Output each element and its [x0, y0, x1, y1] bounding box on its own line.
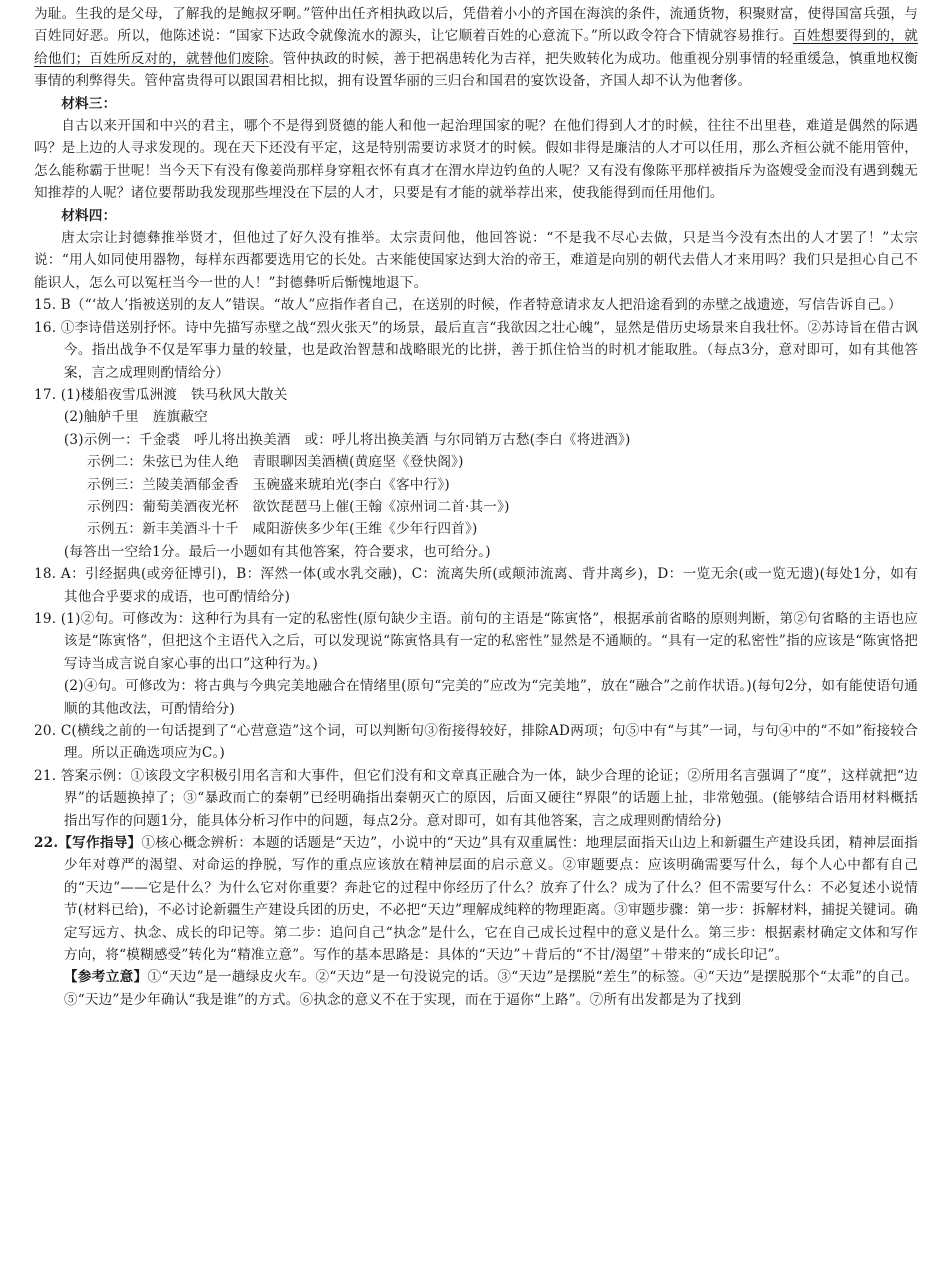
- answer-17-part1: 17. (1)楼船夜雪瓜洲渡 铁马秋风大散关: [34, 386, 288, 403]
- answer-18: 18. A：引经据典(或旁征博引)，B：浑然一体(或水乳交融)，C：流离失所(或颠沛流离、背井离乡)，D：一览无余(或一览无遗)(每处1分，如有其他合乎要求的成语，也可酌情给分): [34, 566, 918, 605]
- answer-17-part3: (3)示例一：千金裘 呼儿将出换美酒 或：呼儿将出换美酒 与尔同销万古愁(李白《将进酒》): [63, 431, 631, 448]
- material-four-heading: 材料四：: [61, 207, 117, 224]
- answer-17-example2: 示例二：朱弦已为佳人绝 青眼聊因美酒横(黄庭坚《登快阁》): [87, 454, 464, 471]
- answer-20: 20. C(横线之前的一句话提到了“心营意造”这个词，可以判断句③衔接得较好，排除AD两项；句⑤中有“与其”一词，与句④中的“不如”衔接较合理。所以正确选项应为C。): [34, 723, 918, 762]
- material-three-heading: 材料三：: [61, 95, 117, 112]
- answer-17-example5: 示例五：新丰美酒斗十千 咸阳游侠多少年(王维《少年行四首》): [87, 521, 478, 538]
- material-two-text-a: 为耻。生我的是父母，了解我的是鲍叔牙啊。”管仲出任齐相执政以后，凭借着小小的齐国在海滨的条件，流通货物，积聚财富，使得国富兵强，与百姓同好恶。所以，他陈述说：“国家下达政令就像流水的源头，让它顺着百姓的心意流下。”所以政令符合下情就容易推行。: [34, 6, 918, 45]
- answer-17-note: (每答出一空给1分。最后一小题如有其他答案，符合要求，也可给分。): [63, 543, 491, 560]
- material-two-underlined: 百姓想要得到的，就给他们；百姓所反对的，就替他们废除: [34, 28, 918, 67]
- material-two-text-b: 。管仲执政的时候，善于把祸患转化为吉祥，把失败转化为成功。他重视分别事情的轻重缓急，慎重地权衡事情的利弊得失。管仲富贵得可以跟国君相比拟，拥有设置华丽的三归台和国君的宴饮设备，齐国人却不认为他奢侈。: [34, 50, 918, 90]
- answer-page: [34, 3, 918, 1011]
- answer-22: [34, 832, 918, 966]
- answer-19-part1: 19. (1)②句。可修改为：这种行为具有一定的私密性(原句缺少主语。前句的主语是“陈寅恪”，根据承前省略的原则判断，第②句省略的主语也应该是“陈寅恪”，但把这个主语代入之后，可以发现说“陈寅恪具有一定的私密性”显然是不通顺的。“具有一定的私密性”指的应该是“陈寅恪把写诗当成言说自家心事的出口”这种行为。): [34, 610, 918, 672]
- reference-ideas-tag: 【参考立意】: [63, 969, 148, 986]
- answer-17-example3: 示例三：兰陵美酒郁金香 玉碗盛来琥珀光(李白《客中行》): [87, 476, 450, 493]
- answer-15: 15. B（“‘故人’指被送别的友人”错误。“故人”应指作者自己，在送别的时候，作者特意请求友人把沿途看到的赤壁之战遗迹，写信告诉自己。）: [34, 297, 902, 314]
- answer-22-tag: 22.【写作指导】: [34, 835, 142, 852]
- answer-21: 21. 答案示例：①该段文字积极引用名言和大事件，但它们没有和文章真正融合为一体，缺少合理的论证；②所用名言强调了“度”，这样就把“边界”的话题换掉了；③“暴政而亡的秦朝”已经明确指出秦朝灭亡的原因，后面又硬往“界限”的话题上扯，非常勉强。(能够结合语用材料概括指出写作的问题1分，能具体分析习作中的问题，每点2分。意对即可，如有其他答案，言之成理则酌情给分): [34, 767, 918, 829]
- material-four-text: 唐太宗让封德彝推举贤才，但他过了好久没有推举。太宗责问他，他回答说：“不是我不尽心去做，只是当今没有杰出的人才罢了！”太宗说：“用人如同使用器物，每样东西都要选用它的长处。古来能使国家达到大治的帝王，难道是向别的朝代去借人才来用吗？我们只是担心自己不能识人，怎么可以冤枉当今一世的人！”封德彝听后惭愧地退下。: [34, 230, 918, 291]
- answer-16: 16. ①李诗借送别抒怀。诗中先描写赤壁之战“烈火张天”的场景，最后直言“我欲因之壮心魄”，显然是借历史场景来自我壮怀。②苏诗旨在借古讽今。指出战争不仅是军事力量的较量，也是政治智慧和战略眼光的比拼，善于抓住恰当的时机才能取胜。（每点3分，意对即可，如有其他答案，言之成理则酌情给分）: [34, 319, 918, 381]
- answer-17-example4: 示例四：葡萄美酒夜光杯 欲饮琵琶马上催(王翰《凉州词二首·其一》): [87, 498, 510, 515]
- reference-ideas: [34, 966, 918, 1011]
- answer-19-part2: (2)④句。可修改为：将古典与今典完美地融合在情绪里(原句“完美的”应改为“完美地”，放在“融合”之前作状语。)(每句2分，如有能使语句通顺的其他改法，可酌情给分): [63, 678, 918, 717]
- answer-17-part2: (2)舳舻千里 旌旗蔽空: [63, 409, 208, 426]
- answer-22-text: ①核心概念辨析：本题的话题是“天边”，小说中的“天边”具有双重属性：地理层面指天山边上和新疆生产建设兵团，精神层面指少年对尊严的渴望、对命运的挣脱，写作的重点应该放在精神层面的启示意义。②审题要点：应该明确需要写什么，每个人心中都有自己的“天边”——它是什么？为什么它对你重要？奔赴它的过程中你经历了什么？放弃了什么？成为了什么？但不需要写什么：不必复述小说情节(材料已给)，不必讨论新疆生产建设兵团的历史，不必把“天边”理解成纯粹的物理距离。③审题步骤：第一步：拆解材料，捕捉关键词。确定写远方、执念、成长的印记等。第二步：追问自己“执念”是什么，它在自己成长过程中的意义是什么。第三步：根据素材确定文体和写作方向，将“模糊感受”转化为“精准立意”。写作的基本思路是：具体的“天边”＋背后的“不甘/渴望”＋带来的“成长印记”。: [63, 835, 918, 964]
- material-three-text: 自古以来开国和中兴的君主，哪个不是得到贤德的能人和他一起治理国家的呢？在他们得到人才的时候，往往不出里巷，难道是偶然的际遇吗？是上边的人寻求发现的。现在天下还没有平定，这是特别需要访求贤才的时候。假如非得是廉洁的人才可以任用，那么齐桓公就不能用管仲，怎么能称霸于世呢！当今天下有没有像姜尚那样身穿粗衣怀有真才在渭水岸边钓鱼的人呢？又有没有像陈平那样被指斥为盗嫂受金而没有遇到魏无知推荐的人呢？诸位要帮助我发现那些埋没在下层的人才，只要是有才能的就举荐出来，使我能得到而任用他们。: [34, 118, 918, 202]
- reference-ideas-text: ①“天边”是一趟绿皮火车。②“天边”是一句没说完的话。③“天边”是摆脱“差生”的标签。④“天边”是摆脱那个“太乖”的自己。⑤“天边”是少年确认“我是谁”的方式。⑥执念的意义不在于实现，而在于逼你“上路”。⑦所有出发都是为了找到: [63, 969, 918, 1008]
- material-two-tail: [34, 3, 918, 93]
